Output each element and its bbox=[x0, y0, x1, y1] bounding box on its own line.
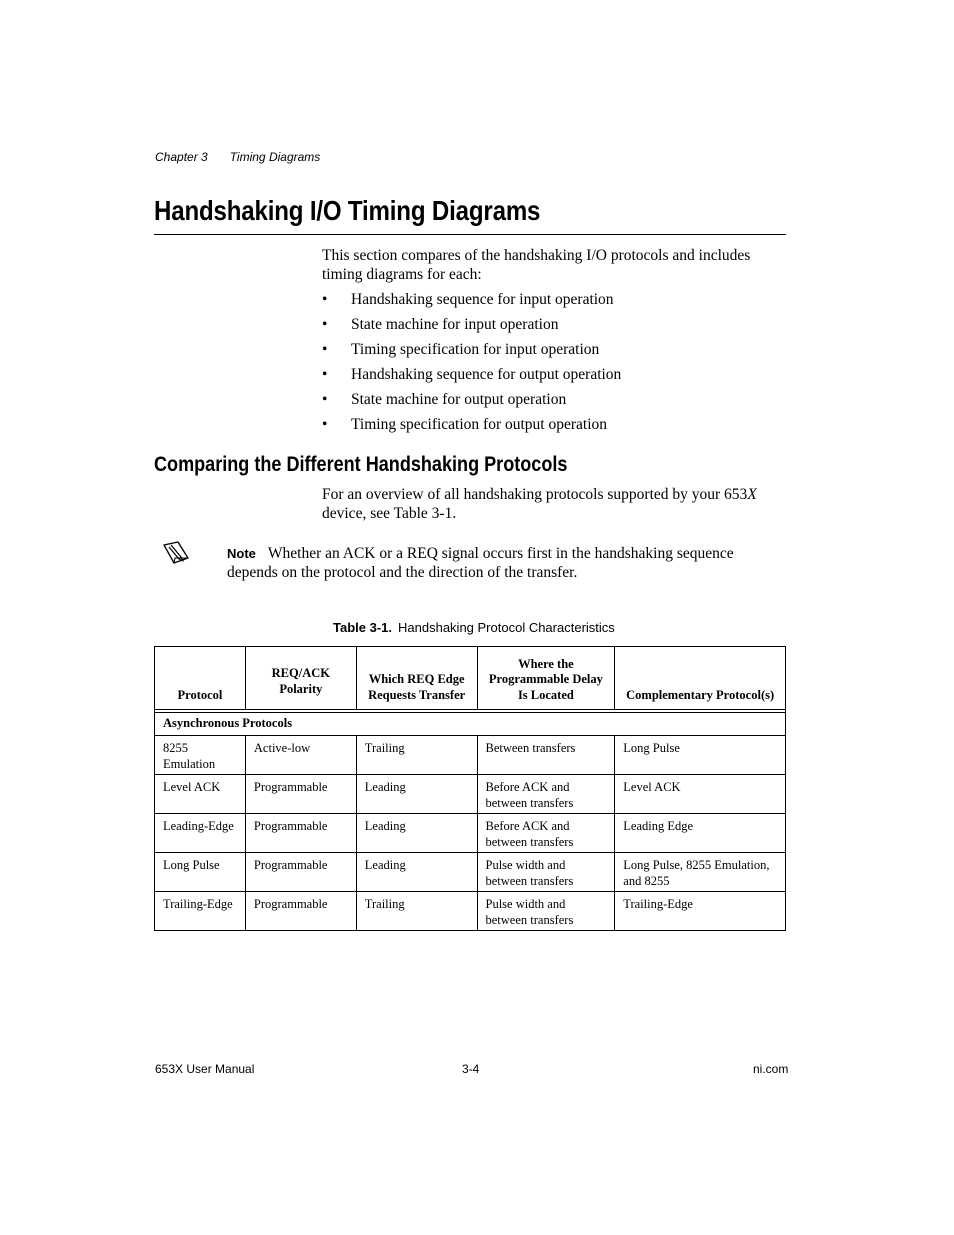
table-cell: Leading bbox=[356, 814, 477, 853]
bullet-text: Handshaking sequence for output operation bbox=[351, 366, 622, 383]
table-cell: Leading bbox=[356, 853, 477, 892]
bullet-item bbox=[322, 315, 621, 340]
table-cell: Programmable bbox=[245, 853, 356, 892]
title-rule bbox=[154, 234, 786, 235]
table-cell: Leading bbox=[356, 775, 477, 814]
bullet-marker: • bbox=[322, 291, 328, 308]
note-label: Note bbox=[227, 546, 256, 561]
column-header: Which REQ Edge Requests Transfer bbox=[356, 647, 477, 710]
table-caption bbox=[333, 620, 615, 635]
column-header: Protocol bbox=[155, 647, 246, 710]
table-caption-title: Handshaking Protocol Characteristics bbox=[398, 620, 615, 635]
table-cell: Level ACK bbox=[155, 775, 246, 814]
table-cell: Trailing-Edge bbox=[615, 892, 786, 931]
note-block bbox=[227, 544, 787, 582]
table-cell: Pulse width and between transfers bbox=[477, 853, 615, 892]
bullet-item bbox=[322, 290, 621, 315]
table-row bbox=[155, 736, 786, 775]
overview-text: For an overview of all handshaking protocols supported by your 653 bbox=[322, 486, 748, 503]
table-cell: Long Pulse bbox=[615, 736, 786, 775]
table-cell: Long Pulse bbox=[155, 853, 246, 892]
bullet-marker: • bbox=[322, 341, 328, 358]
table-row bbox=[155, 892, 786, 931]
overview-text-end: device, see Table 3-1. bbox=[322, 505, 457, 522]
bullet-item bbox=[322, 340, 621, 365]
running-header bbox=[155, 150, 320, 164]
table-cell: Programmable bbox=[245, 775, 356, 814]
footer-manual-title: 653X User Manual bbox=[155, 1062, 255, 1076]
table-cell: Programmable bbox=[245, 892, 356, 931]
table-cell: Before ACK and between transfers bbox=[477, 814, 615, 853]
bullet-text: State machine for input operation bbox=[351, 316, 559, 333]
bullet-marker: • bbox=[322, 366, 328, 383]
bullet-text: Timing specification for input operation bbox=[351, 341, 600, 358]
note-pencil-icon bbox=[162, 540, 190, 566]
bullet-text: Handshaking sequence for input operation bbox=[351, 291, 614, 308]
column-header: Where the Programmable Delay Is Located bbox=[477, 647, 615, 710]
table-header-row bbox=[155, 647, 786, 710]
page-title: Handshaking I/O Timing Diagrams bbox=[154, 195, 541, 226]
table-cell: Trailing bbox=[356, 736, 477, 775]
table-cell: 8255 Emulation bbox=[155, 736, 246, 775]
overview-italic: X bbox=[747, 486, 757, 503]
note-text: Whether an ACK or a REQ signal occurs first in the handshaking sequence depends on the protocol and the direction of the transfer. bbox=[227, 545, 734, 581]
table-cell: Leading Edge bbox=[615, 814, 786, 853]
table-row bbox=[155, 853, 786, 892]
table-cell: Before ACK and between transfers bbox=[477, 775, 615, 814]
bullet-list bbox=[322, 290, 621, 440]
bullet-item bbox=[322, 390, 621, 415]
section-heading: Comparing the Different Handshaking Protocols bbox=[154, 453, 568, 476]
intro-paragraph: This section compares of the handshaking I/O protocols and includes timing diagrams for each: bbox=[322, 247, 751, 283]
column-header: Complementary Protocol(s) bbox=[615, 647, 786, 710]
column-header: REQ/ACK Polarity bbox=[245, 647, 356, 710]
table-cell: Between transfers bbox=[477, 736, 615, 775]
bullet-marker: • bbox=[322, 316, 328, 333]
bullet-item bbox=[322, 415, 621, 440]
table-row bbox=[155, 775, 786, 814]
table-cell: Leading-Edge bbox=[155, 814, 246, 853]
table-cell: Trailing bbox=[356, 892, 477, 931]
table-cell: Long Pulse, 8255 Emulation, and 8255 bbox=[615, 853, 786, 892]
table-row bbox=[155, 814, 786, 853]
chapter-title: Timing Diagrams bbox=[229, 150, 321, 164]
protocol-table bbox=[154, 646, 786, 931]
bullet-text: State machine for output operation bbox=[351, 391, 567, 408]
bullet-marker: • bbox=[322, 416, 328, 433]
table-cell: Trailing-Edge bbox=[155, 892, 246, 931]
group-row bbox=[155, 713, 786, 736]
table-cell: Pulse width and between transfers bbox=[477, 892, 615, 931]
bullet-marker: • bbox=[322, 391, 328, 408]
bullet-item bbox=[322, 365, 621, 390]
table-cell: Level ACK bbox=[615, 775, 786, 814]
footer-page-number: 3-4 bbox=[462, 1062, 480, 1076]
chapter-number: Chapter 3 bbox=[155, 150, 208, 164]
table-caption-number: Table 3-1. bbox=[333, 620, 393, 635]
table-cell: Active-low bbox=[245, 736, 356, 775]
bullet-text: Timing specification for output operation bbox=[351, 416, 607, 433]
footer-website: ni.com bbox=[753, 1062, 789, 1076]
table-cell: Programmable bbox=[245, 814, 356, 853]
group-label: Asynchronous Protocols bbox=[155, 713, 786, 736]
overview-paragraph bbox=[322, 485, 782, 523]
